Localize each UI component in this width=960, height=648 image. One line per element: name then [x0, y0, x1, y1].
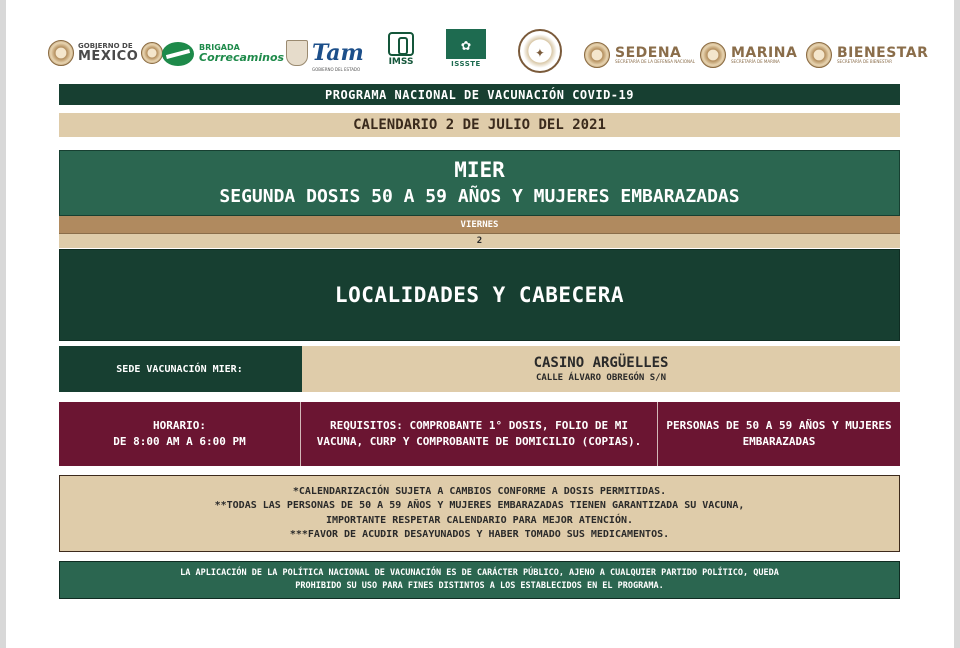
marina-logo	[700, 42, 797, 68]
note-line: ***FAVOR DE ACUDIR DESAYUNADOS Y HABER TOMADO SUS MEDICAMENTOS.	[289, 529, 670, 540]
brigada-line1: BRIGADA	[199, 43, 240, 53]
note-line: *CALENDARIZACIÓN SUJETA A CAMBIOS CONFORME A DOSIS PERMITIDAS.	[292, 485, 667, 497]
hours-value: DE 8:00 AM A 6:00 PM	[113, 435, 246, 448]
city-block	[59, 150, 900, 216]
bienestar-sub: SECRETARÍA DE BIENESTAR	[837, 59, 893, 65]
footer-line2: PROHIBIDO SU USO PARA FINES DISTINTOS A LOS ESTABLECIDOS EN EL PROGRAMA.	[295, 581, 664, 591]
program-title: PROGRAMA NACIONAL DE VACUNACIÓN COVID-19	[59, 84, 900, 105]
imss-logo	[388, 32, 414, 67]
day-name: VIERNES	[59, 216, 900, 233]
notes-panel	[59, 475, 900, 552]
defensa-logo	[518, 29, 562, 73]
site-address: CALLE ÁLVARO OBREGÓN S/N	[535, 373, 667, 383]
sedena-label: SEDENA	[615, 44, 682, 61]
gobierno-mexico-logo	[48, 40, 163, 66]
site-info	[300, 346, 900, 392]
note-line: **TODAS LAS PERSONAS DE 50 A 59 AÑOS Y MUJERES EMBARAZADAS TIENEN GARANTIZADA SU VACUNA,	[214, 500, 745, 511]
bienestar-label: BIENESTAR	[837, 44, 929, 61]
tam-sub: GOBIERNO DEL ESTADO	[312, 67, 361, 72]
sedena-sub: SECRETARÍA DE LA DEFENSA NACIONAL	[615, 59, 695, 65]
issste-logo	[446, 29, 486, 68]
target-group: SEGUNDA DOSIS 50 A 59 AÑOS Y MUJERES EMBARAZADAS	[219, 185, 740, 207]
issste-label: ISSSTE	[451, 60, 481, 68]
marina-sub: SECRETARÍA DE MARINA	[731, 59, 780, 65]
brigada-correcaminos-logo	[162, 42, 284, 66]
defensa-eagle-emblem-icon: ✦	[518, 29, 562, 73]
right-page-edge	[954, 0, 960, 648]
bienestar-logo	[806, 42, 928, 68]
tam-mark: Tam	[312, 40, 364, 66]
eagle-seal-icon	[584, 42, 610, 68]
hours-label: HORARIO:	[153, 419, 206, 433]
footer-line1: LA APLICACIÓN DE LA POLÍTICA NACIONAL DE VACUNACIÓN ES DE CARÁCTER PÚBLICO, AJENO A CUALQUIER PARTIDO POLÍTICO, QUEDA	[180, 567, 779, 578]
legal-footer	[59, 561, 900, 599]
site-label: SEDE VACUNACIÓN MIER:	[59, 346, 300, 392]
gobierno-line1: GOBIERNO DE	[78, 41, 133, 50]
target-people: PERSONAS DE 50 A 59 AÑOS Y MUJERES EMBARAZADAS	[658, 402, 900, 466]
tamaulipas-logo	[286, 40, 364, 72]
area-title: LOCALIDADES Y CABECERA	[59, 249, 900, 341]
state-seal-icon	[141, 42, 163, 64]
marina-label: MARINA	[731, 44, 798, 61]
eagle-seal-icon	[700, 42, 726, 68]
left-page-edge	[0, 0, 6, 648]
roadrunner-icon	[162, 42, 194, 66]
state-shield-icon	[286, 40, 308, 66]
logo-strip	[48, 26, 929, 84]
site-name: CASINO ARGÜELLES	[533, 355, 669, 371]
imss-label: IMSS	[388, 57, 414, 67]
sedena-logo	[584, 42, 695, 68]
brigada-line2: Correcaminos	[199, 51, 285, 65]
eagle-seal-icon	[48, 40, 74, 66]
note-line: IMPORTANTE RESPETAR CALENDARIO PARA MEJOR ATENCIÓN.	[325, 514, 634, 526]
gobierno-line2: MÉXICO	[78, 48, 139, 64]
eagle-seal-icon	[806, 42, 832, 68]
city-name: MIER	[454, 158, 505, 183]
requirements: REQUISITOS: COMPROBANTE 1° DOSIS, FOLIO DE MI VACUNA, CURP Y COMPROBANTE DE DOMICILIO (COPIAS).	[300, 402, 658, 466]
day-number: 2	[59, 233, 900, 248]
calendar-date: CALENDARIO 2 DE JULIO DEL 2021	[59, 113, 900, 137]
schedule-hours	[59, 402, 300, 466]
imss-emblem-icon	[388, 32, 414, 56]
issste-emblem-icon: ✿	[446, 29, 486, 59]
